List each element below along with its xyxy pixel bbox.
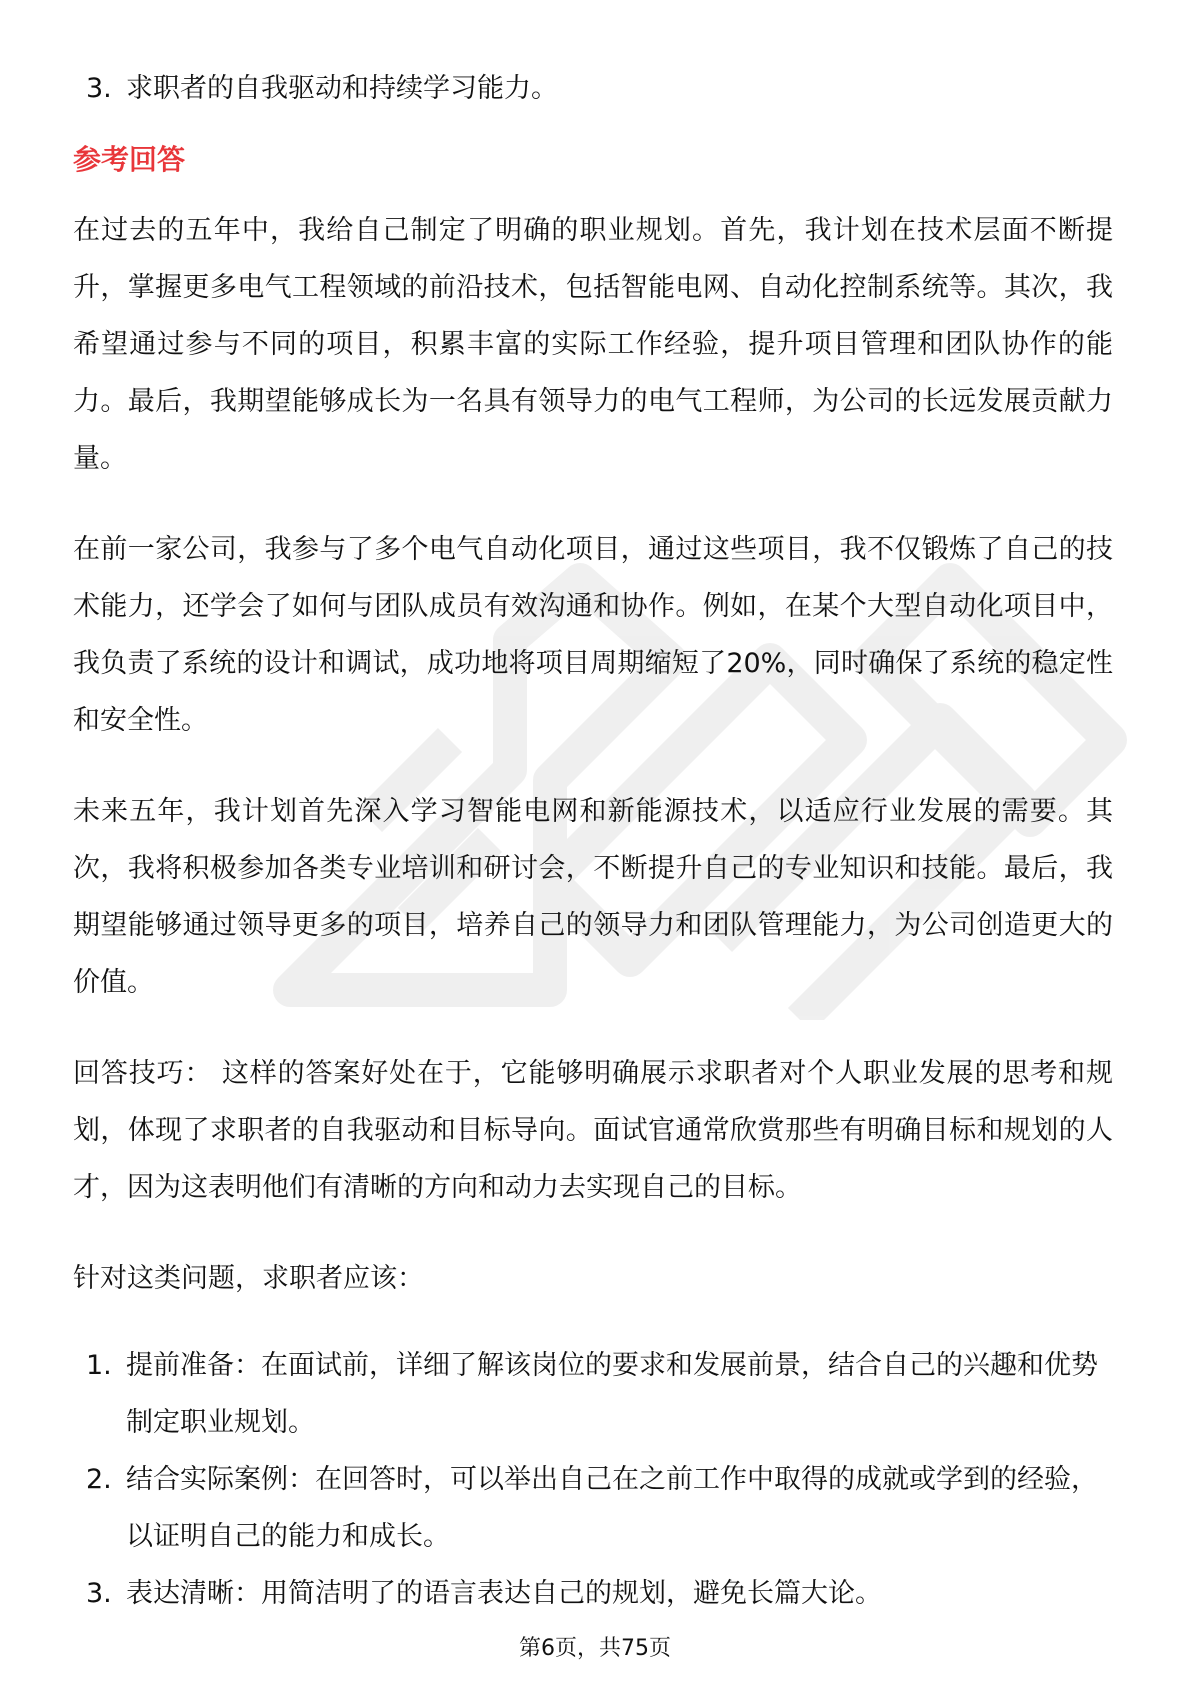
top-list (73, 60, 1113, 117)
list-item-number: 3. (86, 73, 112, 104)
reference-answer-heading: 参考回答 (73, 143, 186, 176)
tips-list (73, 1337, 1113, 1622)
list-item-number: 3. (86, 1578, 112, 1609)
list-item-text: 求职者的自我驱动和持续学习能力。 (126, 73, 558, 104)
list-item-number: 1. (86, 1350, 112, 1381)
list-item-text: 结合实际案例：在回答时，可以举出自己在之前工作中取得的成就或学到的经验，以证明自己的能力和成长。 (126, 1464, 1098, 1552)
paragraph-answer-tips: 回答技巧： 这样的答案好处在于，它能够明确展示求职者对个人职业发展的思考和规划，体现了求职者的自我驱动和目标导向。面试官通常欣赏那些有明确目标和规划的人才，因为这表明他们有清晰的方向和动力去实现自己的目标。 (73, 1058, 1113, 1203)
list-item-number: 2. (86, 1464, 112, 1495)
paragraph-career-plan: 在过去的五年中，我给自己制定了明确的职业规划。首先，我计划在技术层面不断提升，掌握更多电气工程领域的前沿技术，包括智能电网、自动化控制系统等。其次，我希望通过参与不同的项目，积累丰富的实际工作经验，提升项目管理和团队协作的能力。最后，我期望能够成长为一名具有领导力的电气工程师，为公司的长远发展贡献力量。 (73, 215, 1113, 474)
list-item-text: 提前准备：在面试前，详细了解该岗位的要求和发展前景，结合自己的兴趣和优势制定职业规划。 (126, 1350, 1098, 1438)
page-content (73, 60, 1113, 1622)
paragraph-advice-intro: 针对这类问题，求职者应该： (73, 1263, 424, 1294)
list-item (73, 1451, 1113, 1565)
list-item (73, 1337, 1113, 1451)
paragraph-past-experience: 在前一家公司，我参与了多个电气自动化项目，通过这些项目，我不仅锻炼了自己的技术能力，还学会了如何与团队成员有效沟通和协作。例如，在某个大型自动化项目中，我负责了系统的设计和调试，成功地将项目周期缩短了20%，同时确保了系统的稳定性和安全性。 (73, 534, 1113, 736)
list-item-text: 表达清晰：用简洁明了的语言表达自己的规划，避免长篇大论。 (126, 1578, 882, 1609)
list-item (73, 1565, 1113, 1622)
paragraph-future-plan: 未来五年，我计划首先深入学习智能电网和新能源技术，以适应行业发展的需要。其次，我将积极参加各类专业培训和研讨会，不断提升自己的专业知识和技能。最后，我期望能够通过领导更多的项目，培养自己的领导力和团队管理能力，为公司创造更大的价值。 (73, 796, 1113, 998)
list-item (73, 60, 1113, 117)
page-footer: 第6页，共75页 (519, 1636, 671, 1661)
